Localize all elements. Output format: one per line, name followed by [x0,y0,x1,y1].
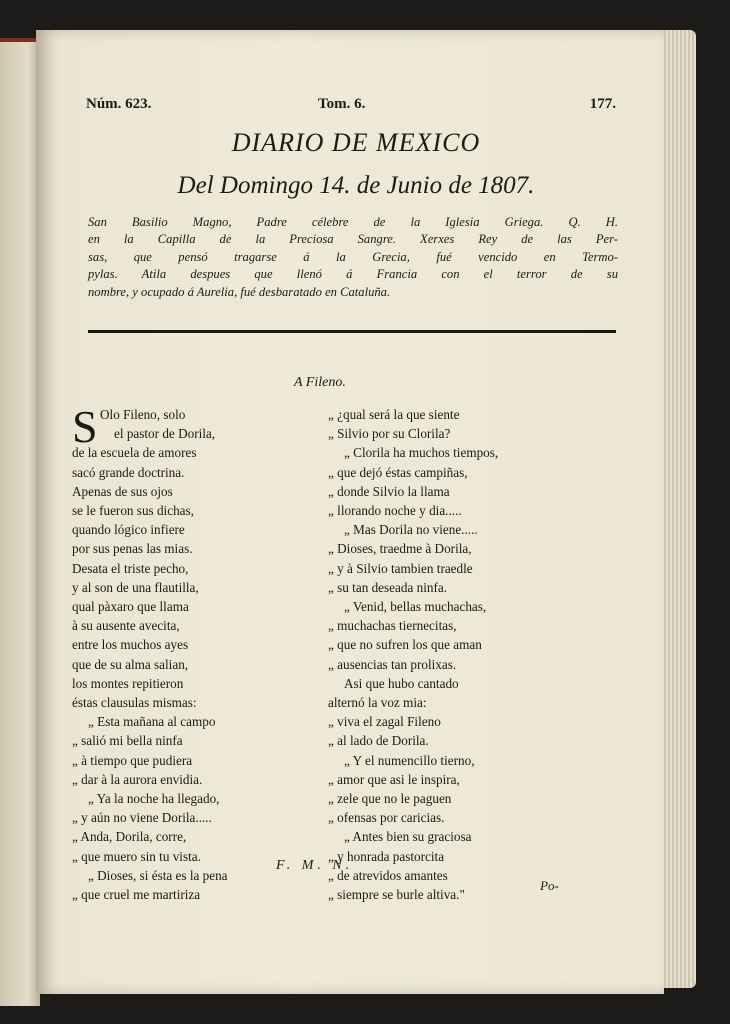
poem-line: entre los muchos ayes [72,637,189,653]
issue-number: Núm. 623. [86,96,152,112]
poem-line: y al son de una flautilla, [72,579,199,595]
poem-line: „ y aún no viene Dorila..... [72,810,212,826]
poem-line: „ Antes bien su graciosa [344,829,472,845]
poem-line: que de su alma salian, [72,656,189,672]
page-number: 177. [589,96,616,112]
saints-line: pylas. Atila despues que llenó á Francia con el terror de su [88,267,618,282]
poem-line: „ Anda, Dorila, corre, [72,829,187,845]
poem-line: „ amor que asi le inspira, [328,771,460,787]
poem-line: sacó grande doctrina. [72,464,185,480]
poem-line: „ viva el zagal Fileno [328,714,441,730]
poem-line: se le fueron sus dichas, [72,503,194,519]
poem-line: „ que muero sin tu vista. [72,848,201,864]
poem-line: „ salió mi bella ninfa [72,733,183,749]
poem-line: „ que no sufren los que aman [328,637,482,653]
poem-line: „ y à Silvio tambien traedle [328,560,473,576]
poem-line: à su ausente avecita, [72,618,180,634]
poem-line: „ Venid, bellas muchachas, [344,599,487,615]
masthead-title: DIARIO DE MEXICO [231,128,481,157]
poem-line: „ muchachas tiernecitas, [328,618,457,634]
poem-line: „ que dejó éstas campiñas, [328,464,468,480]
poem-line: éstas clausulas mismas: [72,695,197,711]
poem-line: „ Y el numencillo tierno, [344,752,475,768]
poem-line: „ y honrada pastorcita [328,848,445,864]
poem-line: Asi que hubo cantado [344,675,459,691]
author-signature: F. M. N. [276,858,354,873]
poem-line: Apenas de sus ojos [72,483,173,499]
poem-line: „ Mas Dorila no viene..... [344,522,478,538]
saints-line: sas, que pensó tragarse á la Grecia, fué vencido en Termo- [88,249,618,264]
poem-line: „ ofensas por caricias. [328,810,445,826]
poem-line: „ Dioses, si ésta es la pena [88,867,228,883]
poem-line: „ llorando noche y dia..... [328,503,462,519]
poem-line: „ donde Silvio la llama [328,483,450,499]
drop-cap: S [72,401,98,452]
poem-line: de la escuela de amores [72,445,197,461]
poem-line: „ Esta mañana al campo [88,714,216,730]
poem-line: „ su tan deseada ninfa. [328,579,448,595]
tome-number: Tom. 6. [318,96,366,112]
saints-line: en la Capilla de la Preciosa Sangre. Xerxes Rey de las Per- [88,232,618,247]
saints-line: San Basilio Magno, Padre célebre de la Iglesia Griega. Q. H. [88,215,618,229]
poem-line: „ Ya la noche ha llegado, [88,791,220,807]
poem-right-column [328,405,608,904]
catchword: Po- [540,878,559,893]
poem-line: „ al lado de Dorila. [328,733,429,749]
poem-title: A Fileno. [294,375,346,390]
saints-line: nombre, y ocupado á Aurelia, fué desbaratado en Cataluña. [88,284,391,299]
newspaper-page [36,30,664,994]
facing-page-edge [0,38,40,1006]
saints-of-the-day [88,214,618,301]
poem-line: por sus penas las mias. [72,541,193,557]
dateline: Del Domingo 14. de Junio de 1807. [177,172,535,199]
poem-line: qual pàxaro que llama [72,599,189,615]
poem-line: „ Clorila ha muchos tiempos, [344,445,499,461]
poem-line: „ ¿qual será la que siente [328,407,460,422]
poem-line: „ de atrevidos amantes [328,867,448,883]
poem-line: „ dar à la aurora envidia. [72,771,203,787]
poem-line: quando lógico infiere [72,522,185,538]
poem-line: „ siempre se burle altiva." [328,887,465,903]
poem-line: „ que cruel me martiriza [72,887,201,903]
poem-line: „ Dioses, traedme à Dorila, [328,541,472,557]
poem-line: Desata el triste pecho, [72,560,189,576]
section-rule [88,330,616,333]
poem-line: Olo Fileno, solo [100,407,186,422]
poem-line: el pastor de Dorila, [114,426,216,442]
poem-line: alternó la voz mia: [328,695,427,711]
poem-left-column [72,401,334,904]
poem-line: „ zele que no le paguen [328,791,452,807]
poem-line: „ à tiempo que pudiera [72,752,193,768]
poem-line: „ Silvio por su Clorila? [328,426,451,442]
poem-line: los montes repitieron [72,675,184,691]
poem-line: „ ausencias tan prolixas. [328,656,457,672]
